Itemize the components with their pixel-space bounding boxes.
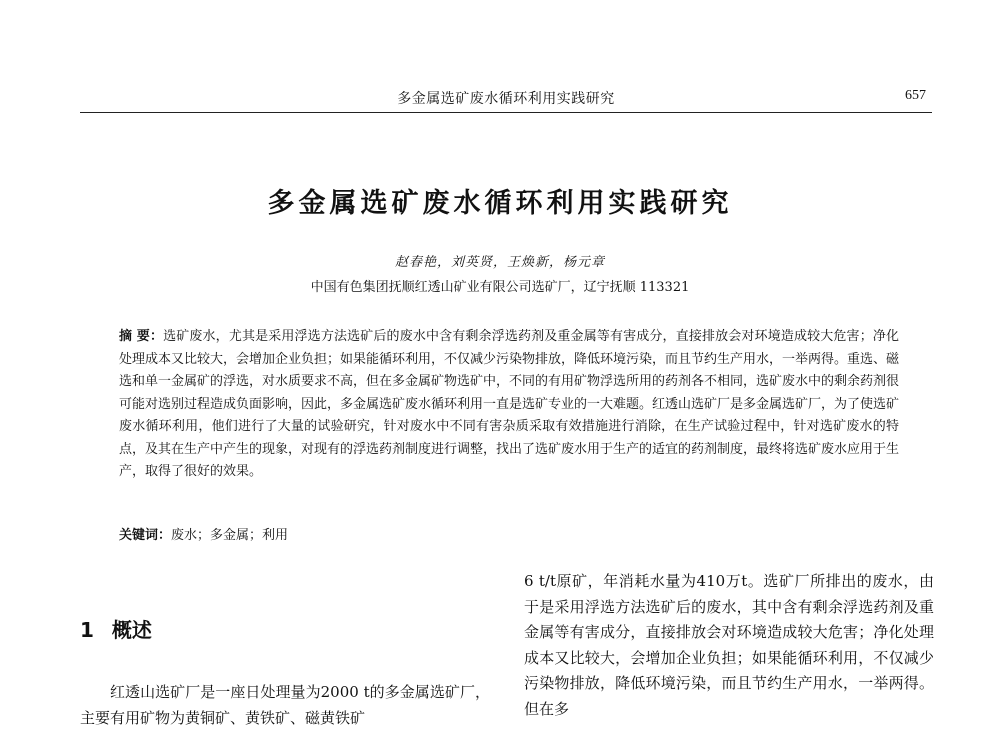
keywords-text: 废水；多金属；利用: [171, 528, 289, 543]
running-header: [80, 86, 932, 113]
affiliation: 中国有色集团抚顺红透山矿业有限公司选矿厂，辽宁抚顺 113321: [310, 280, 690, 295]
section-number: 1: [80, 618, 94, 642]
running-header-title: 多金属选矿废水循环利用实践研究: [397, 91, 615, 107]
keywords-label: 关键词：: [119, 528, 172, 543]
abstract-label: 摘 要：: [119, 329, 164, 344]
section-title: 概述: [111, 618, 152, 642]
body-left-column: 红透山选矿厂是一座日处理量为2000 t的多金属选矿厂，主要有用矿物为黄铜矿、黄铁矿、磁黄铁矿: [80, 683, 490, 727]
keywords: [119, 525, 899, 547]
abstract: [119, 326, 899, 484]
page-number: 657: [905, 88, 926, 103]
section-heading: [80, 614, 152, 643]
author-list: 赵春艳，刘英贤，王焕新，杨元章: [394, 255, 605, 270]
paper-title: 多金属选矿废水循环利用实践研究: [267, 188, 733, 219]
body-right-column: 6 t/t原矿，年消耗水量为410万t。选矿厂所排出的废水，由于是采用浮选方法选矿后的废水，其中含有剩余浮选药剂及重金属等有害成分，直接排放会对环境造成较大危害；净化处理成本又比较大，会增加企业负担；如果能循环利用，不仅减少污染物排放，降低环境污染，而且节约生产用水，一举两得。但在多: [524, 572, 934, 718]
abstract-text: 选矿废水，尤其是采用浮选方法选矿后的废水中含有剩余浮选药剂及重金属等有害成分，直接排放会对环境造成较大危害；净化处理成本又比较大，会增加企业负担；如果能循环利用，不仅减少污染物排放，降低环境污染，而且节约生产用水，一举两得。重选、磁选和单一金属矿的浮选，对水质要求不高，但在多金属矿物选矿中，不同的有用矿物浮选所用的药剂各不相同，选矿废水中的剩余药剂很可能对选别过程造成负面影响，因此，多金属选矿废水循环利用一直是选矿专业的一大难题。红透山选矿厂是多金属选矿厂，为了使选矿废水循环利用，他们进行了大量的试验研究，针对废水中不同有害杂质采取有效措施进行消除，在生产试验过程中，针对选矿废水的特点，及其在生产中产生的现象，对现有的浮选药剂制度进行调整，找出了选矿废水用于生产的适宜的药剂制度，最终将选矿废水应用于生产，取得了很好的效果。: [119, 329, 900, 479]
